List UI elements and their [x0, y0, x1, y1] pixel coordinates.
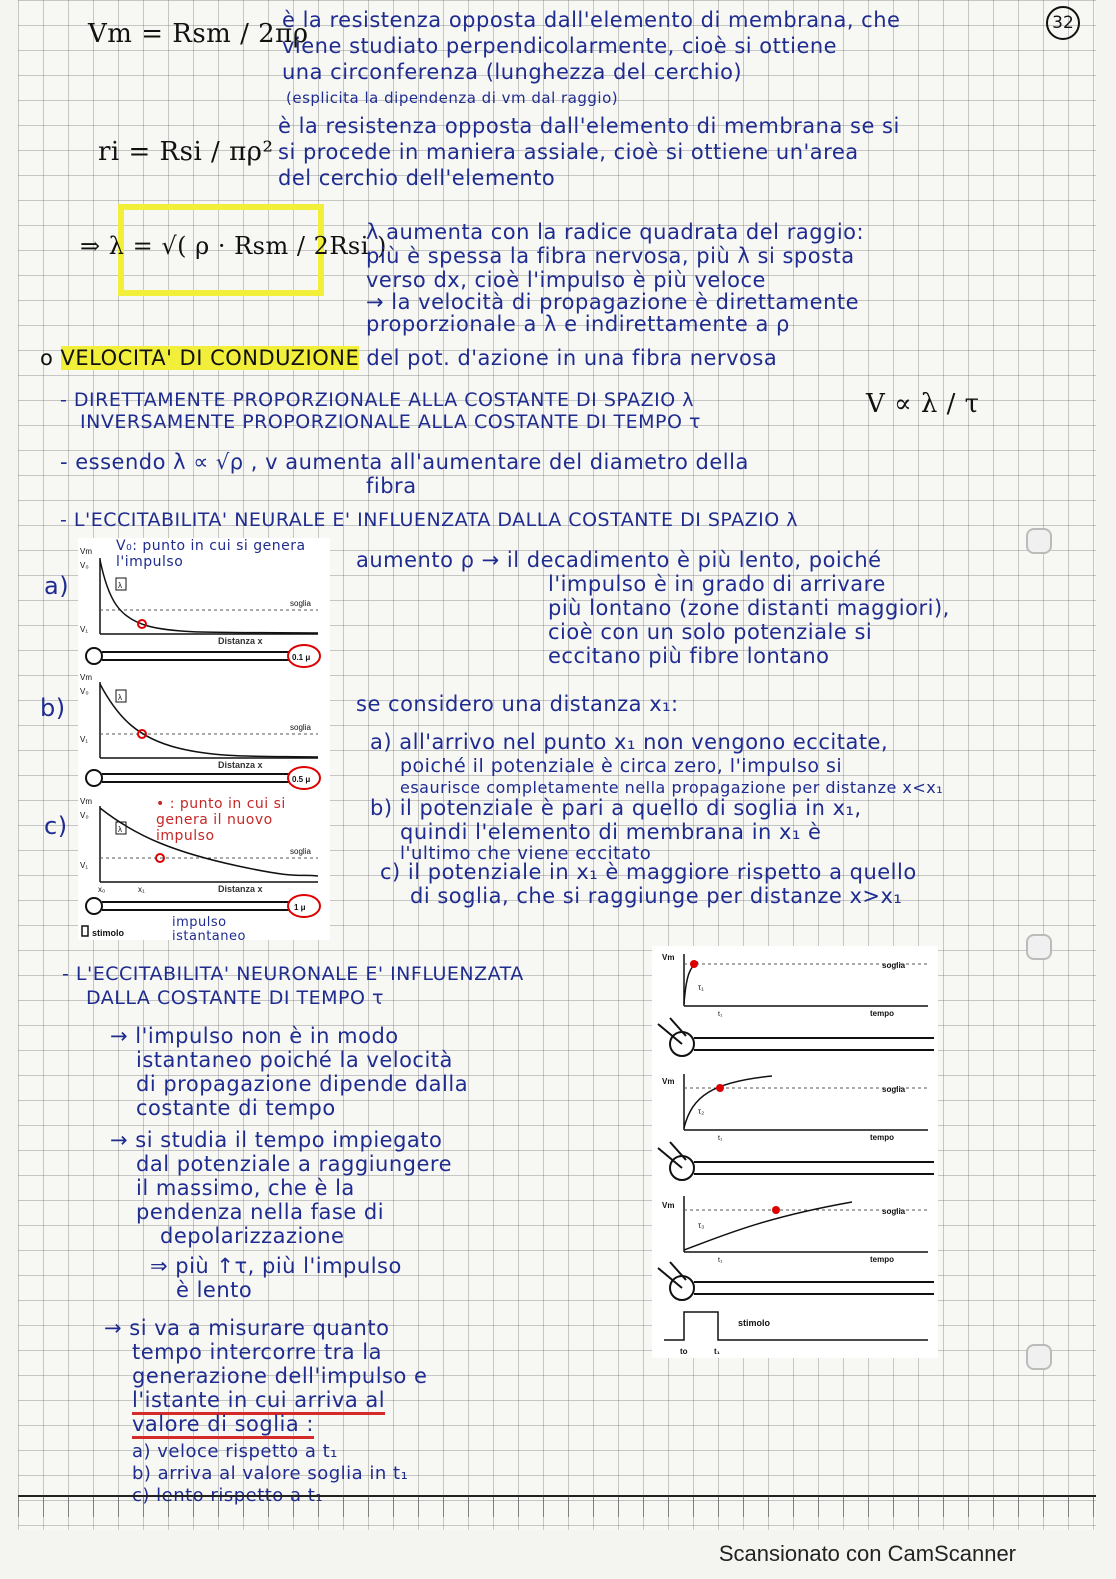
label-v0-a: V₀	[80, 561, 89, 570]
note-t2-5: depolarizzazione	[160, 1224, 345, 1248]
space-constant-figure	[78, 538, 330, 940]
time-constant-figure	[652, 946, 938, 1358]
electrode-axon-3	[658, 1262, 934, 1300]
scanner-watermark: Scansionato con CamScanner	[718, 1541, 1016, 1566]
note-t2-4: pendenza nella fase di	[136, 1200, 385, 1224]
stimulus-trace	[664, 1312, 928, 1340]
lambda-label-c: λ	[118, 825, 122, 834]
note-ess-1: - essendo λ ∝ √ρ , v aumenta all'aumentare del diametro della	[60, 450, 749, 474]
radius-a: 0.1 μ	[292, 653, 311, 662]
electrode-axon-1	[658, 1018, 934, 1056]
formula-lambda: ⇒ λ = √( ρ · Rsm / 2Rsi )	[80, 232, 387, 260]
axon-c	[86, 895, 320, 917]
note-t1-2: istantaneo poiché la velocità	[136, 1048, 453, 1072]
label-v0-c: V₀	[80, 811, 89, 820]
note-xc-1: c) il potenziale in x₁ è maggiore rispetto a quello	[380, 860, 917, 884]
note-t4-1: → si va a misurare quanto	[104, 1316, 390, 1340]
label-time-2: tempo	[870, 1133, 894, 1142]
axon-a	[86, 645, 320, 667]
label-tau-1: τ₁	[698, 983, 704, 992]
label-threshold-c: soglia	[290, 847, 311, 856]
note-t4-4-text: l'istante in cui arriva al	[132, 1388, 385, 1415]
note-rm-2: viene studiato perpendicolarmente, cioè si ottiene	[282, 34, 838, 58]
label-vm-t1: Vm	[662, 953, 675, 962]
note-t1-1: → l'impulso non è in modo	[110, 1024, 399, 1048]
note-t4-b: b) arriva al valore soglia in t₁	[132, 1463, 409, 1484]
label-time-3: tempo	[870, 1255, 894, 1264]
label-tau-3: τ₃	[698, 1221, 705, 1230]
label-threshold-t1: soglia	[882, 961, 906, 970]
panel-letter-a: a)	[44, 572, 70, 600]
label-v1-b: V₁	[80, 735, 89, 744]
note-rm-3: una circonferenza (lunghezza del cerchio)	[282, 60, 743, 84]
velocity-rest: del pot. d'azione in una fibra nervosa	[366, 346, 778, 370]
label-distance-c: Distanza x	[218, 884, 263, 894]
note-dir-2: INVERSAMENTE PROPORZIONALE ALLA COSTANTE DI TEMPO τ	[80, 411, 701, 433]
note-t4-2: tempo intercorre tra la	[132, 1340, 382, 1364]
label-tau-2: τ₂	[698, 1107, 705, 1116]
label-vm-b: Vm	[80, 673, 92, 682]
point-t3	[772, 1206, 780, 1214]
radius-b: 0.5 μ	[292, 775, 311, 784]
note-lambda-5: proporzionale a λ e indirettamente a ρ	[366, 312, 790, 336]
point-t1	[690, 960, 698, 968]
decay-curve-a	[100, 560, 318, 633]
lambda-label-b: λ	[118, 693, 122, 702]
note-xa-1: a) all'arrivo nel punto x₁ non vengono eccitate,	[370, 730, 889, 754]
label-t1-3: t₁	[718, 1257, 723, 1264]
curve-t2	[684, 1076, 772, 1128]
decay-curve-b	[100, 684, 318, 757]
label-v0-b: V₀	[80, 687, 89, 696]
note-t1-4: costante di tempo	[136, 1096, 336, 1120]
time-constant-svg	[652, 946, 938, 1358]
label-x1: x₁	[138, 885, 145, 894]
label-vm-t3: Vm	[662, 1201, 675, 1210]
label-vm-t2: Vm	[662, 1077, 675, 1086]
label-distance-a: Distanza x	[218, 636, 263, 646]
binder-ring	[1026, 1344, 1052, 1370]
panel-letter-c: c)	[44, 812, 68, 840]
note-ri-2: si procede in maniera assiale, cioè si ottiene un'area	[278, 140, 859, 164]
label-threshold-b: soglia	[290, 723, 311, 732]
annotation-stimulus: impulso istantaneo	[172, 915, 246, 944]
note-x1-intro: se considero una distanza x₁:	[356, 692, 679, 716]
electrode-axon-2	[658, 1142, 934, 1180]
note-lambda-1: λ aumenta con la radice quadrata del raggio:	[366, 220, 865, 244]
note-t4-5	[132, 1412, 314, 1436]
velocity-heading	[40, 346, 777, 370]
formula-ri: ri = Rsi / πρ²	[98, 137, 274, 167]
page-number: 32	[1046, 6, 1080, 40]
label-threshold-t3: soglia	[882, 1207, 906, 1216]
note-xa-3: esaurisce completamente nella propagazione per distanze x<x₁	[400, 778, 944, 797]
radius-c: 1 μ	[294, 903, 306, 912]
note-lambda-2: più è spessa la fibra nervosa, più λ si sposta	[366, 244, 855, 268]
label-v1-a: V₁	[80, 625, 89, 634]
lambda-label-a: λ	[118, 581, 122, 590]
space-constant-svg	[78, 538, 330, 940]
label-t1-2: t₁	[718, 1135, 723, 1142]
note-aum-3: più lontano (zone distanti maggiori),	[548, 596, 950, 620]
label-stimulus: stimolo	[92, 928, 125, 938]
label-threshold-t2: soglia	[882, 1085, 906, 1094]
note-xb-2: quindi l'elemento di membrana in x₁ è	[400, 820, 822, 844]
note-ecc-time-1: - L'ECCITABILITA' NEURONALE E' INFLUENZATA	[62, 963, 524, 985]
note-t4-a: a) veloce rispetto a t₁	[132, 1441, 338, 1462]
label-t0: to	[680, 1347, 688, 1356]
label-t1-1: t₁	[718, 1011, 723, 1018]
formula-v: V ∝ λ / τ	[866, 389, 980, 419]
note-rm-1: è la resistenza opposta dall'elemento di membrana, che	[282, 8, 901, 32]
note-t2-1: → si studia il tempo impiegato	[110, 1128, 443, 1152]
label-stimulus-right: stimolo	[738, 1318, 771, 1328]
note-ri-1: è la resistenza opposta dall'elemento di membrana se si	[278, 114, 900, 138]
label-vm-c: Vm	[80, 797, 92, 806]
label-vm-a: Vm	[80, 547, 92, 556]
formula-rm: Vm = Rsm / 2πρ	[88, 19, 309, 49]
note-t4-4	[132, 1388, 385, 1412]
note-xb-3: l'ultimo che viene eccitato	[400, 843, 652, 864]
note-t3-1: ⇒ più ↑τ, più l'impulso	[150, 1254, 402, 1278]
note-t2-2: dal potenziale a raggiungere	[136, 1152, 453, 1176]
annotation-v0: V₀: punto in cui si genera l'impulso	[116, 538, 306, 570]
note-lambda-4: → la velocità di propagazione è direttamente	[366, 290, 860, 314]
binder-ring	[1026, 528, 1052, 554]
point-t2	[716, 1084, 724, 1092]
note-t1-3: di propagazione dipende dalla	[136, 1072, 469, 1096]
label-threshold-a: soglia	[290, 599, 311, 608]
note-t4-5-text: valore di soglia :	[132, 1412, 314, 1439]
note-t4-3: generazione dell'impulso e	[132, 1364, 428, 1388]
note-ess-2: fibra	[366, 474, 417, 498]
note-rm-4: (esplicita la dipendenza di vm dal raggio)	[286, 89, 619, 107]
note-aum-4: cioè con un solo potenziale si	[548, 620, 873, 644]
note-xc-2: di soglia, che si raggiunge per distanze x>x₁	[410, 884, 903, 908]
note-dir-1: - DIRETTAMENTE PROPORZIONALE ALLA COSTANTE DI SPAZIO λ	[60, 389, 694, 411]
note-xb-1: b) il potenziale è pari a quello di soglia in x₁,	[370, 796, 862, 820]
panel-letter-b: b)	[40, 694, 66, 722]
note-lambda-3: verso dx, cioè l'impulso è più veloce	[366, 268, 766, 292]
label-v1-c: V₁	[80, 861, 89, 870]
label-time-1: tempo	[870, 1009, 894, 1018]
note-aum-1: aumento ρ → il decadimento è più lento, poiché	[356, 548, 882, 572]
label-x0: x₀	[98, 885, 106, 894]
note-t3-2: è lento	[176, 1278, 253, 1302]
curve-t1	[684, 962, 698, 1004]
annotation-new-impulse: • : punto in cui si genera il nuovo impulso	[156, 796, 286, 844]
bottom-tick-strip	[18, 1495, 1096, 1517]
note-ecc-time-2: DALLA COSTANTE DI TEMPO τ	[86, 987, 384, 1009]
binder-ring	[1026, 934, 1052, 960]
note-aum-2: l'impulso è in grado di arrivare	[548, 572, 886, 596]
curve-t3	[684, 1202, 852, 1250]
bullet: o	[40, 346, 54, 370]
note-xa-2: poiché il potenziale è circa zero, l'impulso si	[400, 755, 843, 777]
note-t2-3: il massimo, che è la	[136, 1176, 355, 1200]
axon-b	[86, 767, 320, 789]
note-ri-3: del cerchio dell'elemento	[278, 166, 556, 190]
note-aum-5: eccitano più fibre lontano	[548, 644, 830, 668]
label-distance-b: Distanza x	[218, 760, 263, 770]
velocity-highlight: VELOCITA' DI CONDUZIONE	[60, 346, 360, 370]
label-t1-stim: t₁	[714, 1347, 720, 1356]
stimulus-pulse	[82, 926, 88, 936]
note-ecc-space: - L'ECCITABILITA' NEURALE E' INFLUENZATA DALLA COSTANTE DI SPAZIO λ	[60, 509, 799, 531]
